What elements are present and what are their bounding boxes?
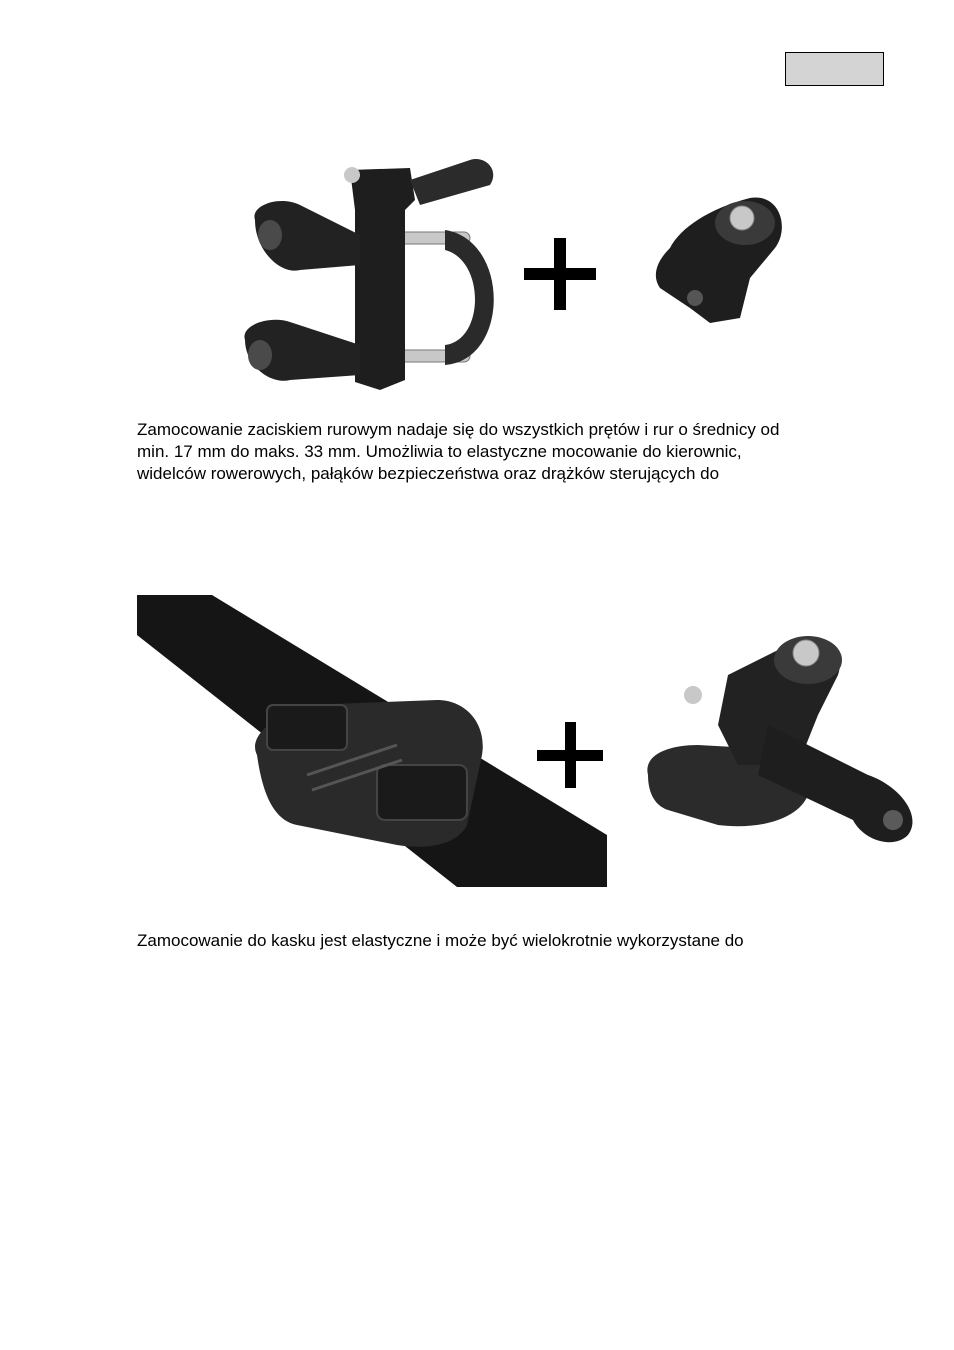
- pivot-arm-adapter-figure: [638, 615, 920, 845]
- pipe-clamp-mount-figure: [240, 150, 510, 400]
- plus-sign-1: [524, 238, 596, 310]
- text-line: Zamocowanie do kasku jest elastyczne i może być wielokrotnie wykorzystane do: [137, 931, 744, 950]
- text-line: min. 17 mm do maks. 33 mm. Umożliwia to elastyczne mocowanie do kierownic,: [137, 442, 742, 461]
- text-line: widelców rowerowych, pałąków bezpieczeństwa oraz drążków sterujących do: [137, 464, 720, 483]
- pipe-clamp-description: [137, 419, 877, 485]
- helmet-mount-description: [137, 930, 877, 952]
- plus-sign-2: [537, 722, 603, 788]
- page-number-box: [785, 52, 884, 86]
- swivel-adapter-figure: [650, 188, 790, 328]
- text-line: Zamocowanie zaciskiem rurowym nadaje się do wszystkich prętów i rur o średnicy od: [137, 420, 780, 439]
